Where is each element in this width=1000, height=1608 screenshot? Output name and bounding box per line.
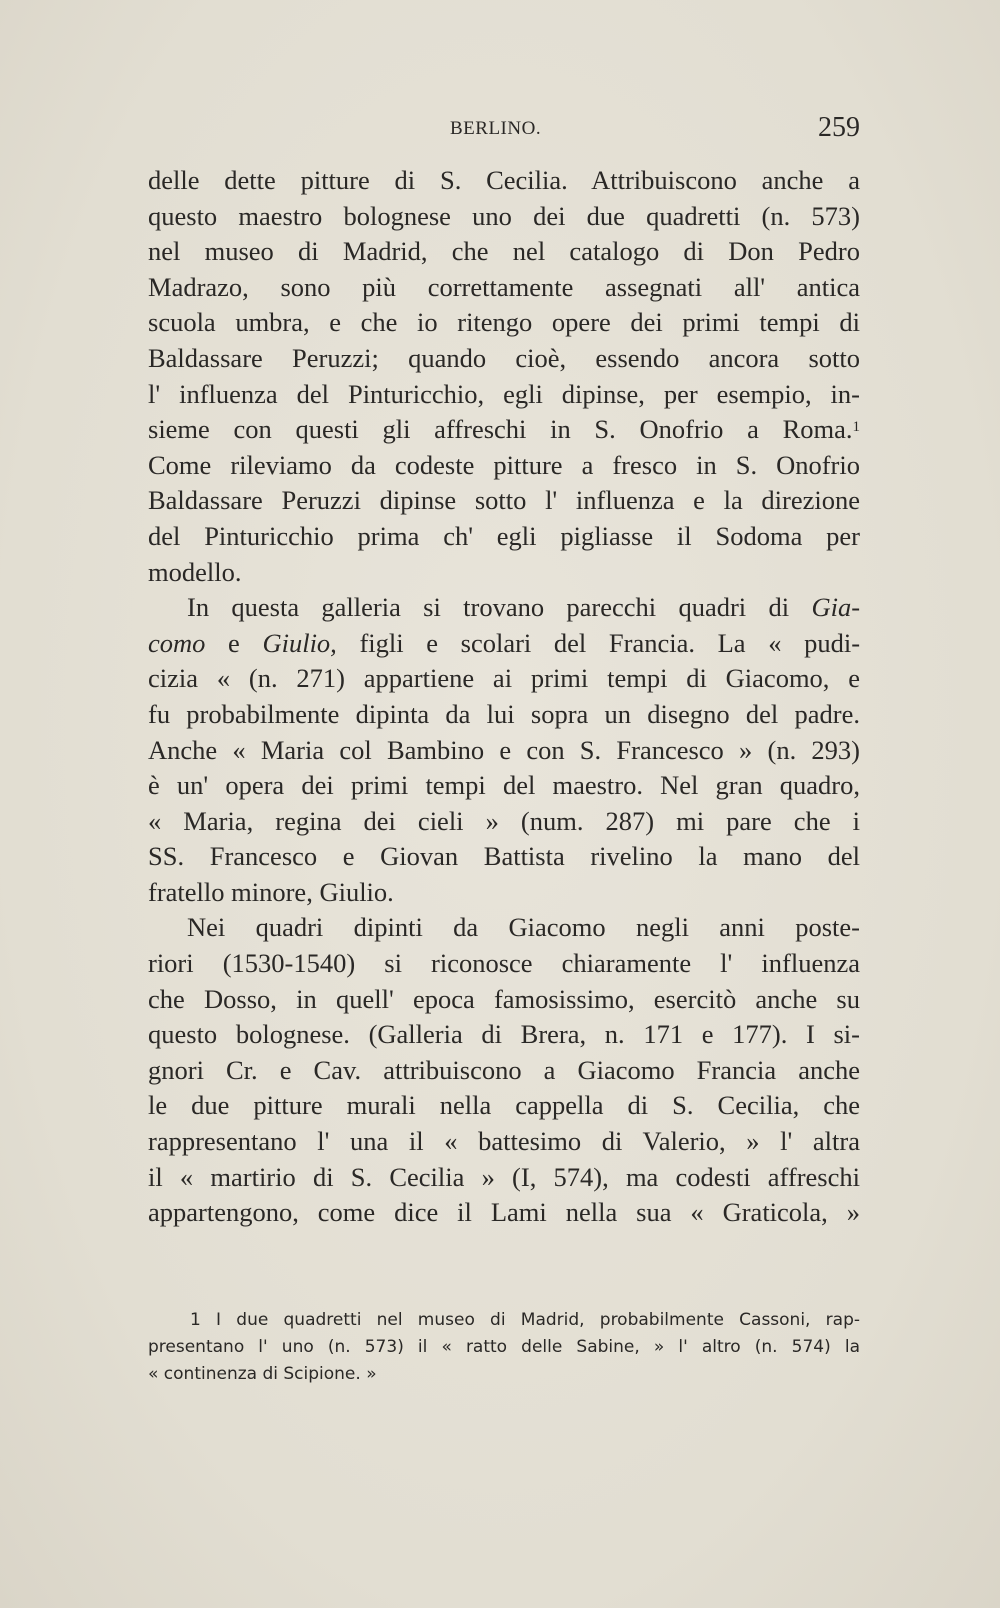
running-head: BERLINO. <box>450 118 542 139</box>
text-line: è un' opera dei primi tempi del maestro. Nel gran quadro, <box>148 770 860 801</box>
text-line: questo bolognese. (Galleria di Brera, n. 171 e 177). I si- <box>148 1019 860 1050</box>
footnote-marker: 1 <box>190 1310 201 1330</box>
text-line: « Maria, regina dei cieli » (num. 287) mi pare che i <box>148 805 860 836</box>
text-line: gnori Cr. e Cav. attribuiscono a Giacomo Francia anche <box>148 1054 860 1085</box>
text-line-content: In questa galleria si trovano parecchi quadri di <box>187 592 790 623</box>
text-line: fratello minore, Giulio. <box>148 876 394 907</box>
text-line: nel museo di Madrid, che nel catalogo di Don Pedro <box>148 236 860 267</box>
text-line: appartengono, come dice il Lami nella sua « Graticola, » <box>148 1197 860 1228</box>
text-line: Baldassare Peruzzi; quando cioè, essendo ancora sotto <box>148 342 860 373</box>
italic-name: como <box>148 627 206 658</box>
page-number: 259 <box>818 112 860 143</box>
footnote-line <box>148 1307 860 1334</box>
text-line-content: sieme con questi gli affreschi in S. Onofrio a Roma. <box>148 414 853 445</box>
footnotes <box>148 1307 860 1388</box>
italic-name: Gia- <box>811 592 861 623</box>
text-line: SS. Francesco e Giovan Battista rivelino la mano del <box>148 841 860 872</box>
page-header <box>148 112 860 148</box>
text-line: del Pinturicchio prima ch' egli pigliasse il Sodoma per <box>148 520 860 551</box>
text-fragment: e <box>228 627 240 658</box>
text-line: le due pitture murali nella cappella di S. Cecilia, che <box>148 1090 860 1121</box>
text-line: fu probabilmente dipinta da lui sopra un disegno del padre. <box>148 698 860 729</box>
text-line: riori (1530-1540) si riconosce chiaramente l' influenza <box>148 948 860 979</box>
text-line: questo maestro bolognese uno dei due quadretti (n. 573) <box>148 200 860 231</box>
italic-name: Giulio, <box>262 627 337 658</box>
body-text <box>148 163 860 1231</box>
footnote-reference: 1 <box>852 419 860 436</box>
text-fragment: figli e scolari del Francia. La « pudi- <box>359 627 861 658</box>
text-line <box>148 412 860 448</box>
text-line: il « martirio di S. Cecilia » (I, 574), ma codesti affreschi <box>148 1161 860 1192</box>
text-line: Anche « Maria col Bambino e con S. Francesco » (n. 293) <box>148 734 860 765</box>
text-line <box>148 626 860 662</box>
text-line: modello. <box>148 556 242 587</box>
text-line: Madrazo, sono più correttamente assegnati all' antica <box>148 271 860 302</box>
text-line: delle dette pitture di S. Cecilia. Attribuiscono anche a <box>148 165 860 195</box>
footnote-line: presentano l' uno (n. 573) il « ratto delle Sabine, » l' altro (n. 574) la <box>148 1337 860 1357</box>
text-line: l' influenza del Pinturicchio, egli dipinse, per esempio, in- <box>148 378 860 409</box>
text-line: scuola umbra, e che io ritengo opere dei primi tempi di <box>148 307 860 338</box>
text-line <box>148 590 860 626</box>
text-line: cizia « (n. 271) appartiene ai primi tempi di Giacomo, e <box>148 663 860 694</box>
text-line: rappresentano l' una il « battesimo di Valerio, » l' altra <box>148 1126 860 1157</box>
text-line: che Dosso, in quell' epoca famosissimo, esercitò anche su <box>148 983 860 1014</box>
footnote-text: I due quadretti nel museo di Madrid, probabilmente Cassoni, rap- <box>216 1310 861 1330</box>
text-line: Come rileviamo da codeste pitture a fresco in S. Onofrio <box>148 449 860 480</box>
text-line: Nei quadri dipinti da Giacomo negli anni poste- <box>187 912 860 943</box>
footnote-line: « continenza di Scipione. » <box>148 1364 377 1384</box>
text-line: Baldassare Peruzzi dipinse sotto l' influenza e la direzione <box>148 485 860 516</box>
